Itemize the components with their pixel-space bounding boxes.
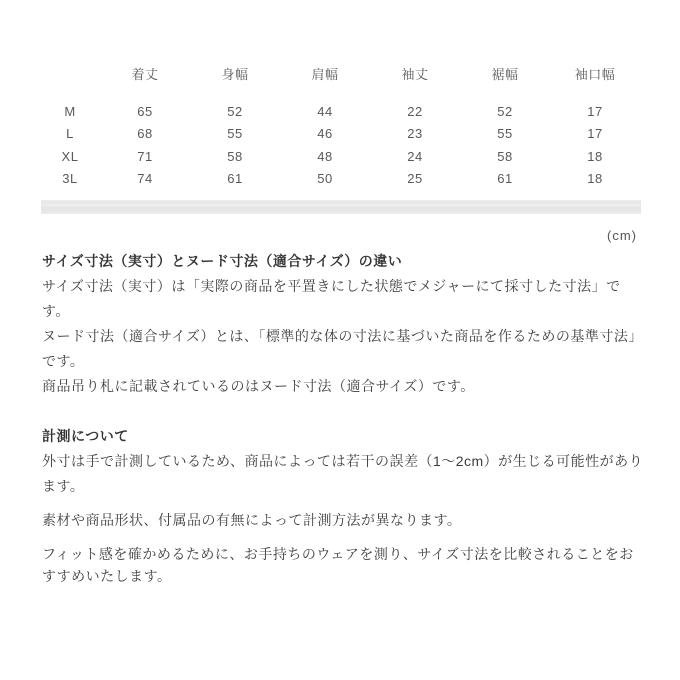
column-header-chakutake: 着丈	[131, 66, 159, 82]
corner-cell	[40, 62, 100, 100]
horizontal-scrollbar[interactable]	[41, 200, 641, 214]
table-cell: 74	[137, 171, 153, 187]
table-cell: 18	[587, 148, 603, 164]
notes-section	[42, 249, 648, 587]
table-row-l	[40, 123, 640, 146]
note-line: 外寸は手で計測しているため、商品によっては若干の誤差（1～2cm）が生じる可能性があります。	[42, 453, 644, 494]
table-cell: 71	[137, 148, 153, 164]
table-cell: 55	[227, 126, 243, 142]
note-line: サイズ寸法（実寸）は「実際の商品を平置きにした状態でメジャーにて採寸した寸法」です。	[42, 278, 621, 319]
table-cell: 25	[407, 171, 423, 187]
table-row-3l	[40, 168, 640, 191]
table-cell: 55	[497, 126, 513, 142]
table-cell: 18	[587, 171, 603, 187]
table-row-m	[40, 100, 640, 123]
table-cell: 17	[587, 103, 603, 119]
column-header-susohaba: 裾幅	[491, 66, 519, 82]
note-line: フィット感を確かめるために、お手持ちのウェアを測り、サイズ寸法を比較されることをおすすめいたします。	[42, 546, 634, 584]
table-cell: 68	[137, 126, 153, 142]
table-cell: 23	[407, 126, 423, 142]
column-header-sodeguchihaba: 袖口幅	[574, 66, 616, 82]
column-header-katahaba: 肩幅	[311, 66, 339, 82]
table-cell: 52	[227, 103, 243, 119]
table-header-row	[40, 62, 640, 100]
table-cell: 61	[227, 171, 243, 187]
measurement-heading: 計測について	[42, 428, 129, 444]
note-line: 素材や商品形状、付属品の有無によって計測方法が異なります。	[42, 512, 462, 528]
note-line: ヌード寸法（適合サイズ）とは、「標準的な体の寸法に基づいた商品を作るための基準寸法」です。	[42, 328, 643, 369]
table-cell: 48	[317, 148, 333, 164]
table-cell: 61	[497, 171, 513, 187]
table-cell: 46	[317, 126, 333, 142]
table-cell: 50	[317, 171, 333, 187]
table-cell: 65	[137, 103, 153, 119]
table-cell: 44	[317, 103, 333, 119]
table-cell: 22	[407, 103, 423, 119]
size-label: L	[66, 126, 74, 142]
table-cell: 58	[227, 148, 243, 164]
table-cell: 52	[497, 103, 513, 119]
table-row-xl	[40, 145, 640, 168]
size-label: M	[64, 103, 76, 119]
size-label: 3L	[62, 171, 78, 187]
size-table	[40, 62, 640, 190]
note-line: 商品吊り札に記載されているのはヌード寸法（適合サイズ）です。	[42, 378, 475, 394]
column-header-mihaba: 身幅	[221, 66, 249, 82]
table-cell: 17	[587, 126, 603, 142]
unit-label: (cm)	[607, 228, 637, 243]
table-cell: 24	[407, 148, 423, 164]
column-header-sodetake: 袖丈	[401, 66, 429, 82]
table-cell: 58	[497, 148, 513, 164]
size-definition-heading: サイズ寸法（実寸）とヌード寸法（適合サイズ）の違い	[42, 253, 403, 269]
size-label: XL	[61, 148, 79, 164]
